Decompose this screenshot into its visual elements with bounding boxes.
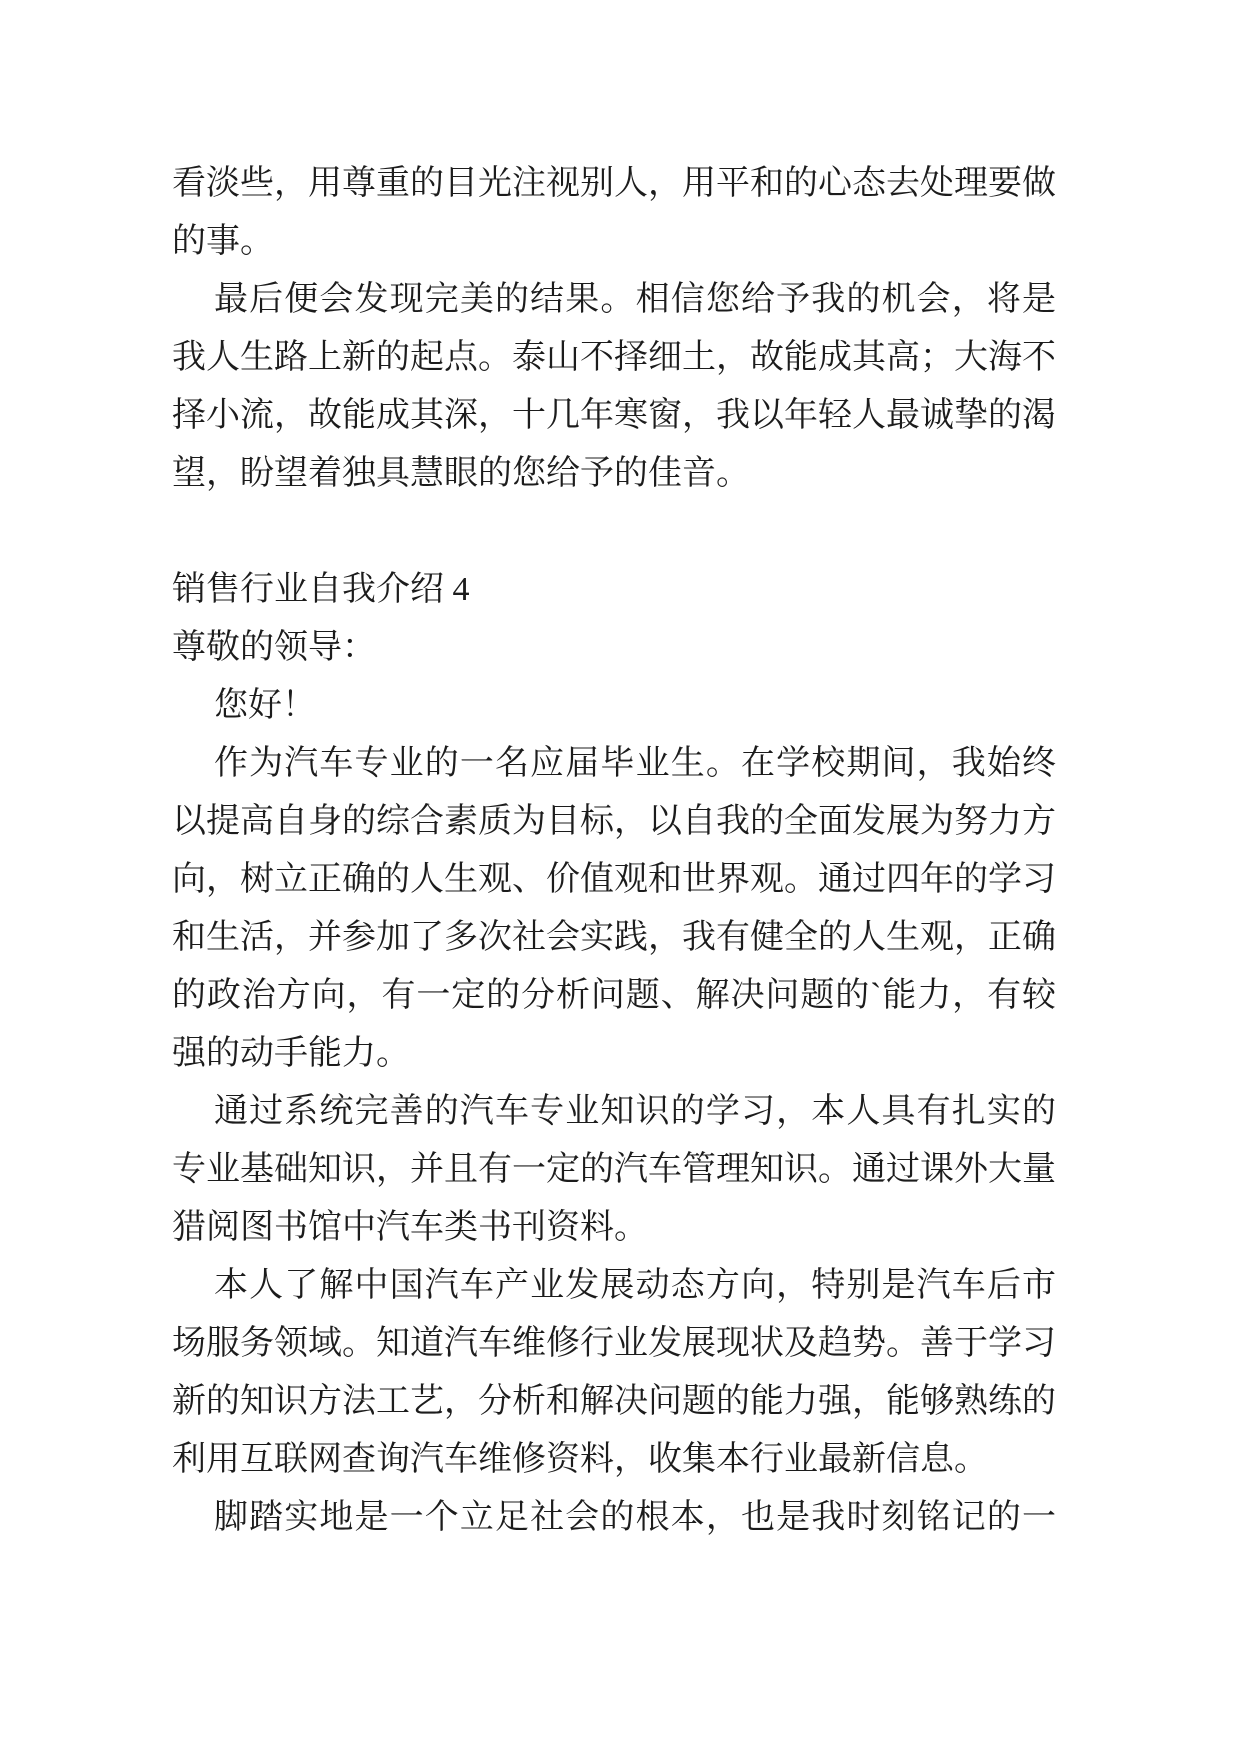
text-line: 脚踏实地是一个立足社会的根本，也是我时刻铭记的一 <box>214 1499 1056 1536</box>
paragraph <box>172 677 1056 735</box>
text-line: 强的动手能力。 <box>172 1035 410 1072</box>
text-line: 通过系统完善的汽车专业知识的学习，本人具有扎实的 <box>214 1093 1056 1130</box>
text-line: 看淡些，用尊重的目光注视别人，用平和的心态去处理要做 <box>172 165 1056 202</box>
text-line: 尊敬的领导： <box>172 629 376 666</box>
text-line: 新的知识方法工艺，分析和解决问题的能力强，能够熟练的 <box>172 1383 1056 1420</box>
text-line: 销售行业自我介绍 4 <box>172 571 470 608</box>
text-line: 猎阅图书馆中汽车类书刊资料。 <box>172 1209 648 1246</box>
text-line: 向，树立正确的人生观、价值观和世界观。通过四年的学习 <box>172 861 1056 898</box>
text-line: 的政治方向，有一定的分析问题、解决问题的`能力，有较 <box>172 977 1056 1014</box>
paragraph <box>172 271 1056 503</box>
text-line: 本人了解中国汽车产业发展动态方向，特别是汽车后市 <box>214 1267 1056 1304</box>
text-line: 专业基础知识，并且有一定的汽车管理知识。通过课外大量 <box>172 1151 1056 1188</box>
text-line: 和生活，并参加了多次社会实践，我有健全的人生观，正确 <box>172 919 1056 956</box>
paragraph <box>172 155 1056 271</box>
paragraph <box>172 1489 1056 1547</box>
document-body <box>172 155 1056 1547</box>
section-heading <box>172 561 1056 619</box>
text-line: 的事。 <box>172 223 274 260</box>
text-line: 择小流，故能成其深，十几年寒窗，我以年轻人最诚挚的渴 <box>172 397 1056 434</box>
text-line: 我人生路上新的起点。泰山不择细土，故能成其高；大海不 <box>172 339 1056 376</box>
paragraph <box>172 619 1056 677</box>
text-line: 您好！ <box>214 687 316 724</box>
text-line: 利用互联网查询汽车维修资料，收集本行业最新信息。 <box>172 1441 988 1478</box>
text-line: 最后便会发现完美的结果。相信您给予我的机会，将是 <box>214 281 1056 318</box>
text-line: 望，盼望着独具慧眼的您给予的佳音。 <box>172 455 750 492</box>
paragraph <box>172 1257 1056 1489</box>
text-line: 以提高自身的综合素质为目标，以自我的全面发展为努力方 <box>172 803 1056 840</box>
paragraph <box>172 1083 1056 1257</box>
paragraph <box>172 735 1056 1083</box>
text-line: 场服务领域。知道汽车维修行业发展现状及趋势。善于学习 <box>172 1325 1056 1362</box>
blank-line <box>172 503 1056 561</box>
text-line: 作为汽车专业的一名应届毕业生。在学校期间，我始终 <box>214 745 1056 782</box>
